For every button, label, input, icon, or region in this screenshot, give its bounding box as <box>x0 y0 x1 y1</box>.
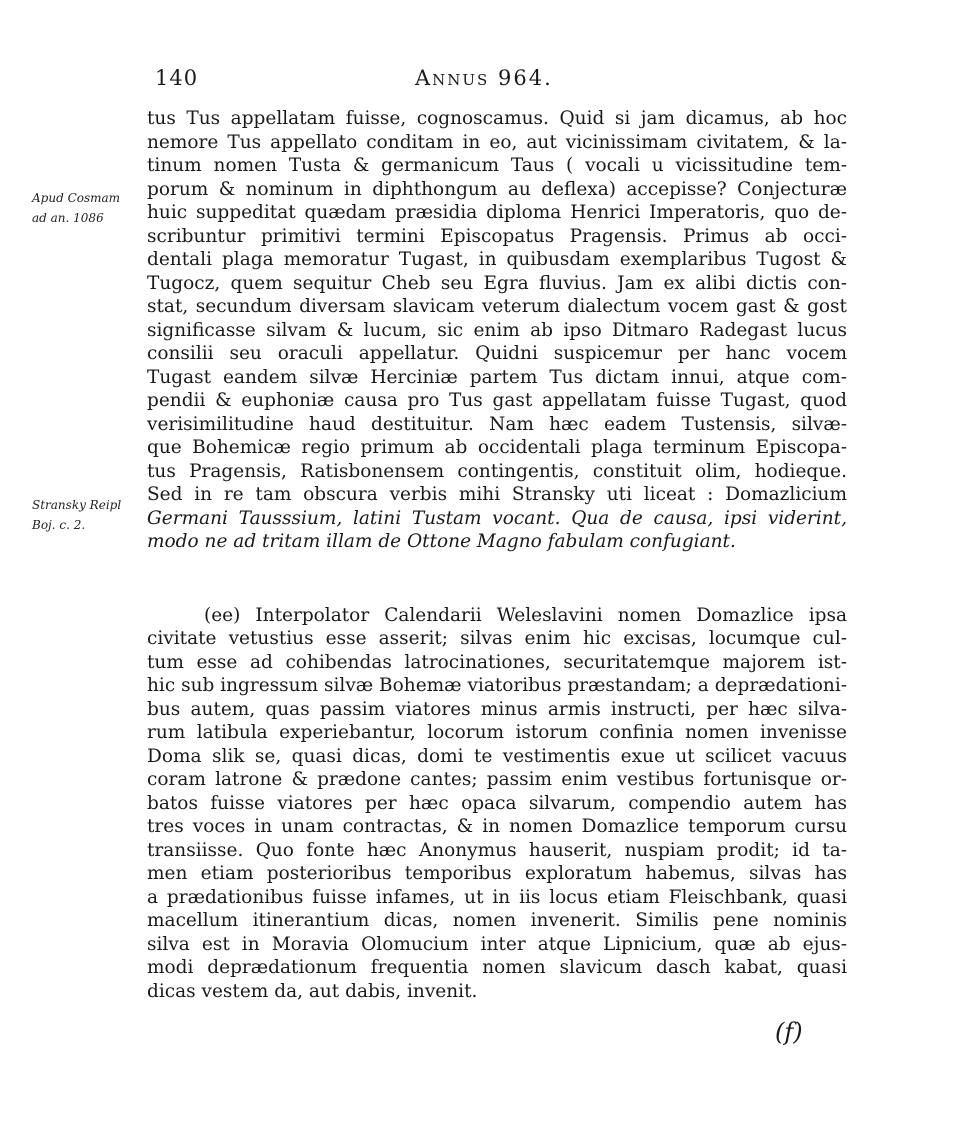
text-line: tum esse ad cohibendas latrocinationes, securitatemque majorem ist- <box>147 651 847 673</box>
text-line: consilii seu oraculi appellatur. Quidni suspicemur per hanc vocem <box>147 343 847 364</box>
text-line: men etiam posterioribus temporibus exploratum habemus, silvas has <box>147 863 847 884</box>
running-head: Annus 964. <box>415 66 553 90</box>
text-line: tres voces in unam contractas, & in nomen Domazlice temporum cursu <box>147 816 847 837</box>
text-line: Doma slik se, quasi dicas, domi te vestimentis exue ut scilicet vacuus <box>147 745 847 767</box>
margin-note-line: Boj. c. 2. <box>32 518 86 532</box>
paragraph-gap <box>147 554 847 604</box>
margin-note-line: Apud Cosmam <box>32 191 121 205</box>
text-line: tus Tus appellatam fuisse, cognoscamus. Quid si jam dicamus, ab hoc <box>147 108 847 129</box>
text-line: verisimilitudine haud destituitur. Nam hæc eadem Tustensis, silvæ- <box>147 413 847 435</box>
text-line: bus autem, quas passim viatores minus armis instructi, per hæc silva- <box>147 698 847 720</box>
text-line: scribuntur primitivi termini Episcopatus Pragensis. Primus ab occi- <box>147 225 847 247</box>
text-line: hic sub ingressum silvæ Bohemæ viatoribus præstandam; a deprædationi- <box>147 675 848 696</box>
text-line: modo ne ad tritam illam de Ottone Magno fabulam confugiant. <box>147 531 736 552</box>
text-line: significasse silvam & lucum, sic enim ab ipso Ditmaro Radegast lucus <box>147 319 847 341</box>
text-line: tus Pragensis, Ratisbonensem contingentis, constituit olim, hodieque. <box>147 460 847 482</box>
text-line: modi deprædationum frequentia nomen slavicum dasch kabat, quasi <box>147 957 847 978</box>
text-line: civitate vetustius esse asserit; silvas enim hic excisas, locumque cul- <box>147 628 847 649</box>
text-line: a prædationibus fuisse infames, ut in iis locus etiam Fleischbank, quasi <box>147 886 847 908</box>
page-header <box>155 66 845 96</box>
text-line: transiisse. Quo fonte hæc Anonymus hauserit, nuspiam prodit; id ta- <box>147 839 847 861</box>
text-line: Tugocz, quem sequitur Cheb seu Egra fluvius. Jam ex alibi dictis con- <box>147 272 847 294</box>
text-line: rum latibula experiebantur, locorum istorum confinia nomen invenisse <box>147 722 847 743</box>
text-line: pendii & euphoniæ causa pro Tus gast appellatam fuisse Tugast, quod <box>147 390 847 411</box>
margin-note-line: ad an. 1086 <box>32 211 104 225</box>
text-line: nemore Tus appellato conditam in eo, aut vicinissimam civitatem, & la- <box>147 131 847 153</box>
text-line: Germani Tausssium, latini Tustam vocant. Qua de causa, ipsi viderint, <box>147 507 847 529</box>
text-line: batos fuisse viatores per hæc opaca silvarum, compendio autem has <box>147 792 847 814</box>
main-text <box>147 107 847 1003</box>
text-line: dentali plaga memoratur Tugast, in quibusdam exemplaribus Tugost & <box>147 249 847 270</box>
text-line: (ee) Interpolator Calendarii Weleslavini nomen Domazlice ipsa <box>204 604 847 626</box>
text-line: Tugast eandem silvæ Herciniæ partem Tus dictam innui, atque com- <box>147 366 847 388</box>
text-line: silva est in Moravia Olomucium inter atque Lipnicium, quæ ab ejus- <box>147 933 847 955</box>
text-line: porum & nominum in diphthongum au deflexa) accepisse? Conjecturæ <box>147 178 847 200</box>
text-line: huic suppeditat quædam præsidia diploma Henrici Imperatoris, quo de- <box>147 202 847 223</box>
text-line: macellum itinerantium dicas, nomen invenerit. Similis pene nominis <box>147 910 847 931</box>
page-number: 140 <box>155 66 199 90</box>
text-line: coram latrone & prædone cantes; passim enim vestibus fortunisque or- <box>147 769 847 790</box>
text-line: dicas vestem da, aut dabis, invenit. <box>147 980 478 1002</box>
margin-note-line: Stransky Reipl <box>32 498 122 512</box>
margin-note-cosmas <box>32 188 120 228</box>
text-line: Sed in re tam obscura verbis mihi Stransky uti liceat : Domazlicium <box>147 484 847 505</box>
text-line: tinum nomen Tusta & germanicum Taus ( vocali u vicissitudine tem- <box>147 155 847 176</box>
text-line: stat, secundum diversam slavicam veterum dialectum vocem gast & gost <box>147 296 847 317</box>
text-line: que Bohemicæ regio primum ab occidentali plaga terminum Episcopa- <box>147 437 847 458</box>
signature-mark: (f) <box>775 1018 803 1046</box>
margin-note-stransky <box>32 495 121 535</box>
